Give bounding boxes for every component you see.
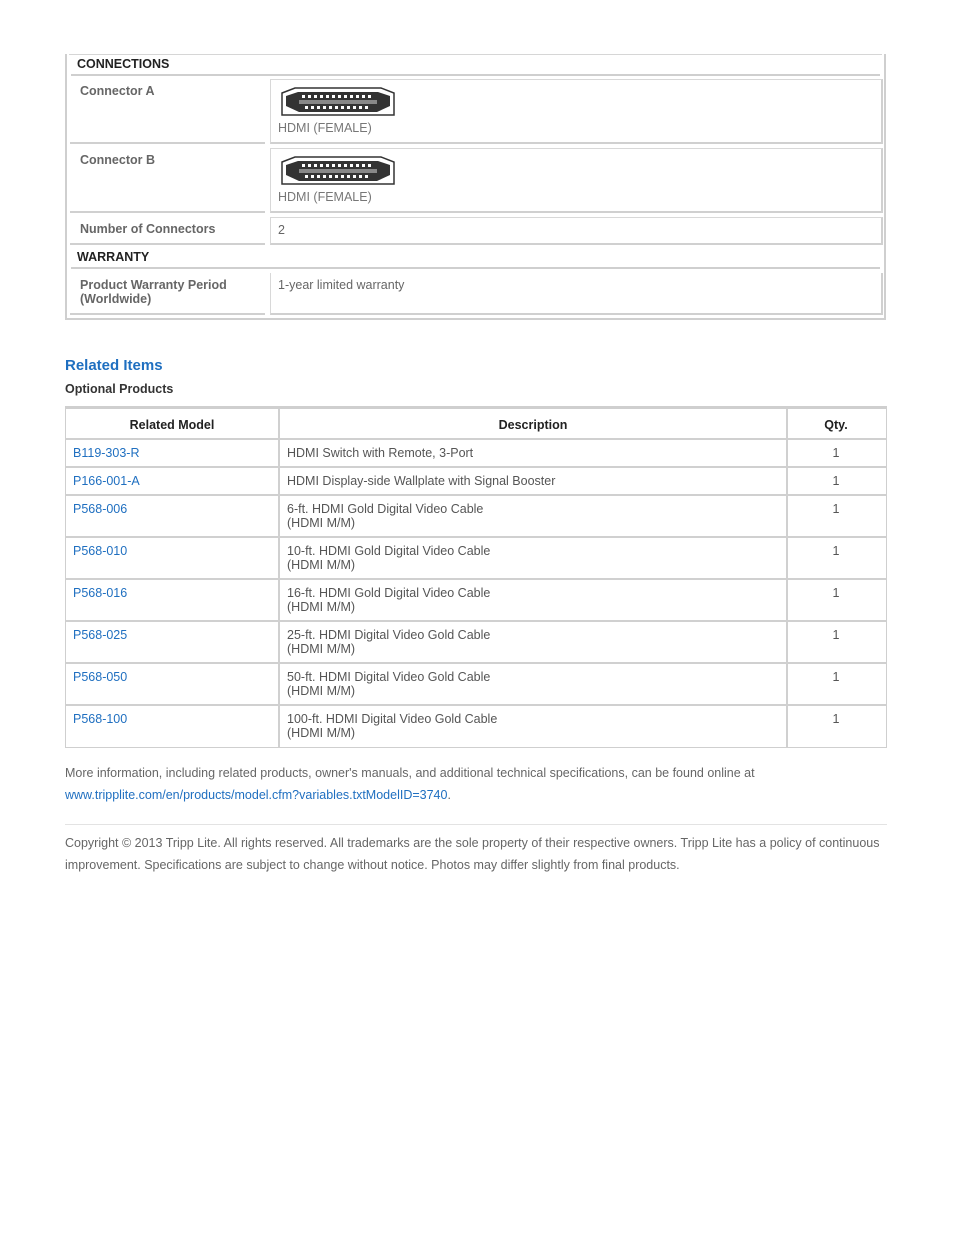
table-row	[73, 502, 127, 516]
num-connectors-label: Number of Connectors	[70, 217, 265, 245]
product-page-link[interactable]: www.tripplite.com/en/products/model.cfm?variables.txtModelID=3740	[65, 788, 448, 802]
header-related-model: Related Model	[129, 418, 215, 432]
connector-b-caption: HDMI (FEMALE)	[278, 190, 372, 204]
divider	[65, 824, 887, 825]
row-qty: 1	[832, 586, 840, 600]
specifications-table	[65, 54, 886, 320]
model-link[interactable]: P568-006	[73, 502, 128, 516]
connector-a-label: Connector A	[70, 79, 265, 144]
more-info-text: More information, including related products, owner's manuals, and additional technical specifications, can be found online at www.tripplite.com/en/products/model.cfm?variables.txtModelID=3740.	[65, 766, 755, 802]
table-row	[73, 474, 140, 488]
row-description: 50-ft. HDMI Digital Video Gold Cable (HDMI M/M)	[287, 670, 491, 698]
connector-b-label: Connector B	[70, 148, 265, 213]
optional-products-subheading: Optional Products	[65, 382, 174, 396]
row-qty: 1	[832, 712, 840, 726]
model-link[interactable]: P568-025	[73, 628, 128, 642]
row-qty: 1	[832, 502, 840, 516]
connections-heading: CONNECTIONS	[77, 57, 170, 71]
row-description: 16-ft. HDMI Gold Digital Video Cable (HDMI M/M)	[287, 586, 491, 614]
warranty-value: 1-year limited warranty	[270, 273, 883, 315]
warranty-heading: WARRANTY	[77, 250, 150, 264]
model-link[interactable]: P166-001-A	[73, 474, 140, 488]
model-link[interactable]: B119-303-R	[73, 446, 140, 460]
related-items-table	[65, 406, 887, 748]
warranty-label: Product Warranty Period (Worldwide)	[70, 273, 265, 315]
row-description: HDMI Display-side Wallplate with Signal Booster	[287, 474, 556, 488]
table-row	[73, 712, 127, 726]
related-items-heading: Related Items	[65, 357, 163, 374]
row-description: 25-ft. HDMI Digital Video Gold Cable (HDMI M/M)	[287, 628, 491, 656]
header-qty: Qty.	[824, 418, 848, 432]
connector-b-value	[270, 148, 883, 213]
row-qty: 1	[832, 544, 840, 558]
table-row	[73, 586, 127, 600]
table-row	[73, 628, 127, 642]
row-description: 6-ft. HDMI Gold Digital Video Cable (HDMI M/M)	[287, 502, 484, 530]
model-link[interactable]: P568-050	[73, 670, 128, 684]
table-row	[73, 670, 127, 684]
copyright-text: Copyright © 2013 Tripp Lite. All rights reserved. All trademarks are the sole property of their respective owners. Tripp Lite has a policy of continuous improvement. Specifications are subject to change without notice. Photos may differ slightly from final products.	[65, 836, 880, 872]
row-qty: 1	[832, 628, 840, 642]
model-link[interactable]: P568-016	[73, 586, 128, 600]
row-qty: 1	[832, 474, 840, 488]
row-qty: 1	[832, 670, 840, 684]
row-description: HDMI Switch with Remote, 3-Port	[287, 446, 474, 460]
row-description: 10-ft. HDMI Gold Digital Video Cable (HDMI M/M)	[287, 544, 491, 572]
connector-a-caption: HDMI (FEMALE)	[278, 121, 372, 135]
row-description: 100-ft. HDMI Digital Video Gold Cable (HDMI M/M)	[287, 712, 498, 740]
table-row	[73, 446, 139, 460]
table-row	[73, 544, 127, 558]
header-description: Description	[498, 418, 568, 432]
num-connectors-value: 2	[270, 217, 883, 245]
row-qty: 1	[832, 446, 840, 460]
model-link[interactable]: P568-010	[73, 544, 128, 558]
connector-a-value	[270, 79, 883, 144]
model-link[interactable]: P568-100	[73, 712, 128, 726]
